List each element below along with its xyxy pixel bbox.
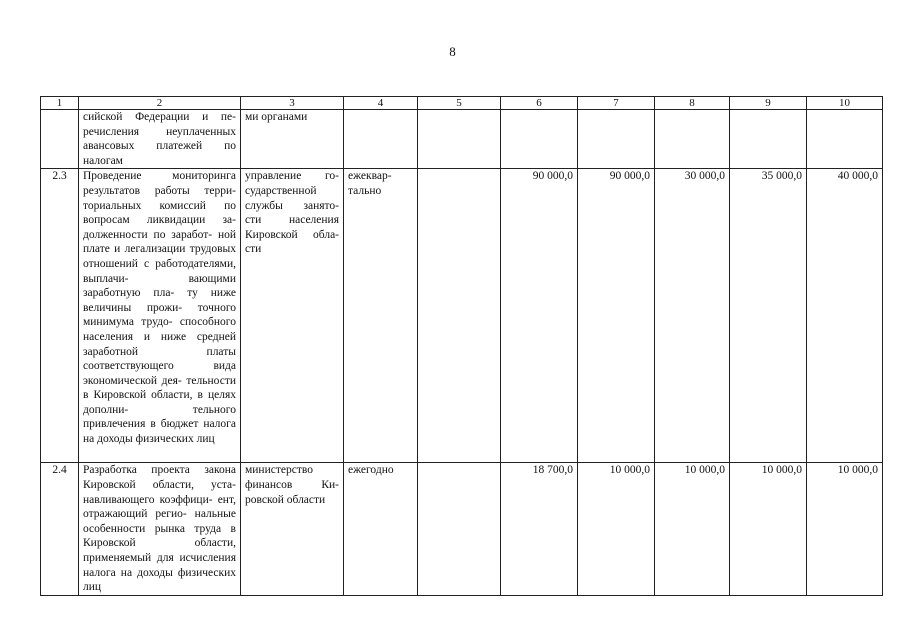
column-header: 3 <box>241 97 344 110</box>
activity-description: сийской Федерации и пе- речисления неуплаченных авансовых платежей по налогам <box>79 110 241 169</box>
column-header: 7 <box>578 97 655 110</box>
column-header: 4 <box>344 97 418 110</box>
cell-col7 <box>578 110 655 169</box>
column-header: 10 <box>807 97 883 110</box>
period: ежеквар- тально <box>344 169 418 463</box>
cell-col5 <box>418 110 501 169</box>
table-row <box>41 169 883 463</box>
cell-col5 <box>418 169 501 463</box>
cell-col6 <box>501 110 578 169</box>
activity-description: Разработка проекта закона Кировской области, уста- навливающего коэффици- ент, отражающий регио- нальные особенности рынка труда в Кировской области, применяемый для исчисления налога на доходы физических лиц <box>79 463 241 595</box>
executor: управление го- сударственной службы занято- сти населения Кировской обла- сти <box>241 169 344 463</box>
item-number <box>41 110 79 169</box>
cell-col5 <box>418 463 501 595</box>
cell-col10: 10 000,0 <box>807 463 883 595</box>
executor: ми органами <box>241 110 344 169</box>
cell-col8: 10 000,0 <box>655 463 730 595</box>
item-number: 2.4 <box>41 463 79 595</box>
header-row <box>41 97 883 110</box>
program-table <box>40 96 883 596</box>
cell-col8 <box>655 110 730 169</box>
cell-col8: 30 000,0 <box>655 169 730 463</box>
table-row <box>41 110 883 169</box>
table-row <box>41 463 883 595</box>
column-header: 6 <box>501 97 578 110</box>
column-header: 8 <box>655 97 730 110</box>
cell-col6: 90 000,0 <box>501 169 578 463</box>
cell-col7: 90 000,0 <box>578 169 655 463</box>
column-header: 2 <box>79 97 241 110</box>
cell-col10 <box>807 110 883 169</box>
cell-col7: 10 000,0 <box>578 463 655 595</box>
column-header: 9 <box>730 97 807 110</box>
cell-col10: 40 000,0 <box>807 169 883 463</box>
column-header: 1 <box>41 97 79 110</box>
cell-col9: 10 000,0 <box>730 463 807 595</box>
cell-col9 <box>730 110 807 169</box>
activity-description: Проведение мониторинга результатов работы терри- ториальных комиссий по вопросам ликвидации за- долженности по заработ- ной плате и легализации трудовых отношений с работодателями, выплачи- вающими заработную пла- ту ниже величины прожи- точного минимума трудо- способного населения и ниже средней заработной платы соответствующего вида экономической дея- тельности в Кировской области, в целях дополни- тельного привлечения в бюджет налога на доходы физических лиц <box>79 169 241 463</box>
cell-col9: 35 000,0 <box>730 169 807 463</box>
period: ежегодно <box>344 463 418 595</box>
column-header: 5 <box>418 97 501 110</box>
executor: министерство финансов Ки- ровской области <box>241 463 344 595</box>
item-number: 2.3 <box>41 169 79 463</box>
period <box>344 110 418 169</box>
cell-col6: 18 700,0 <box>501 463 578 595</box>
page-number: 8 <box>449 44 456 59</box>
